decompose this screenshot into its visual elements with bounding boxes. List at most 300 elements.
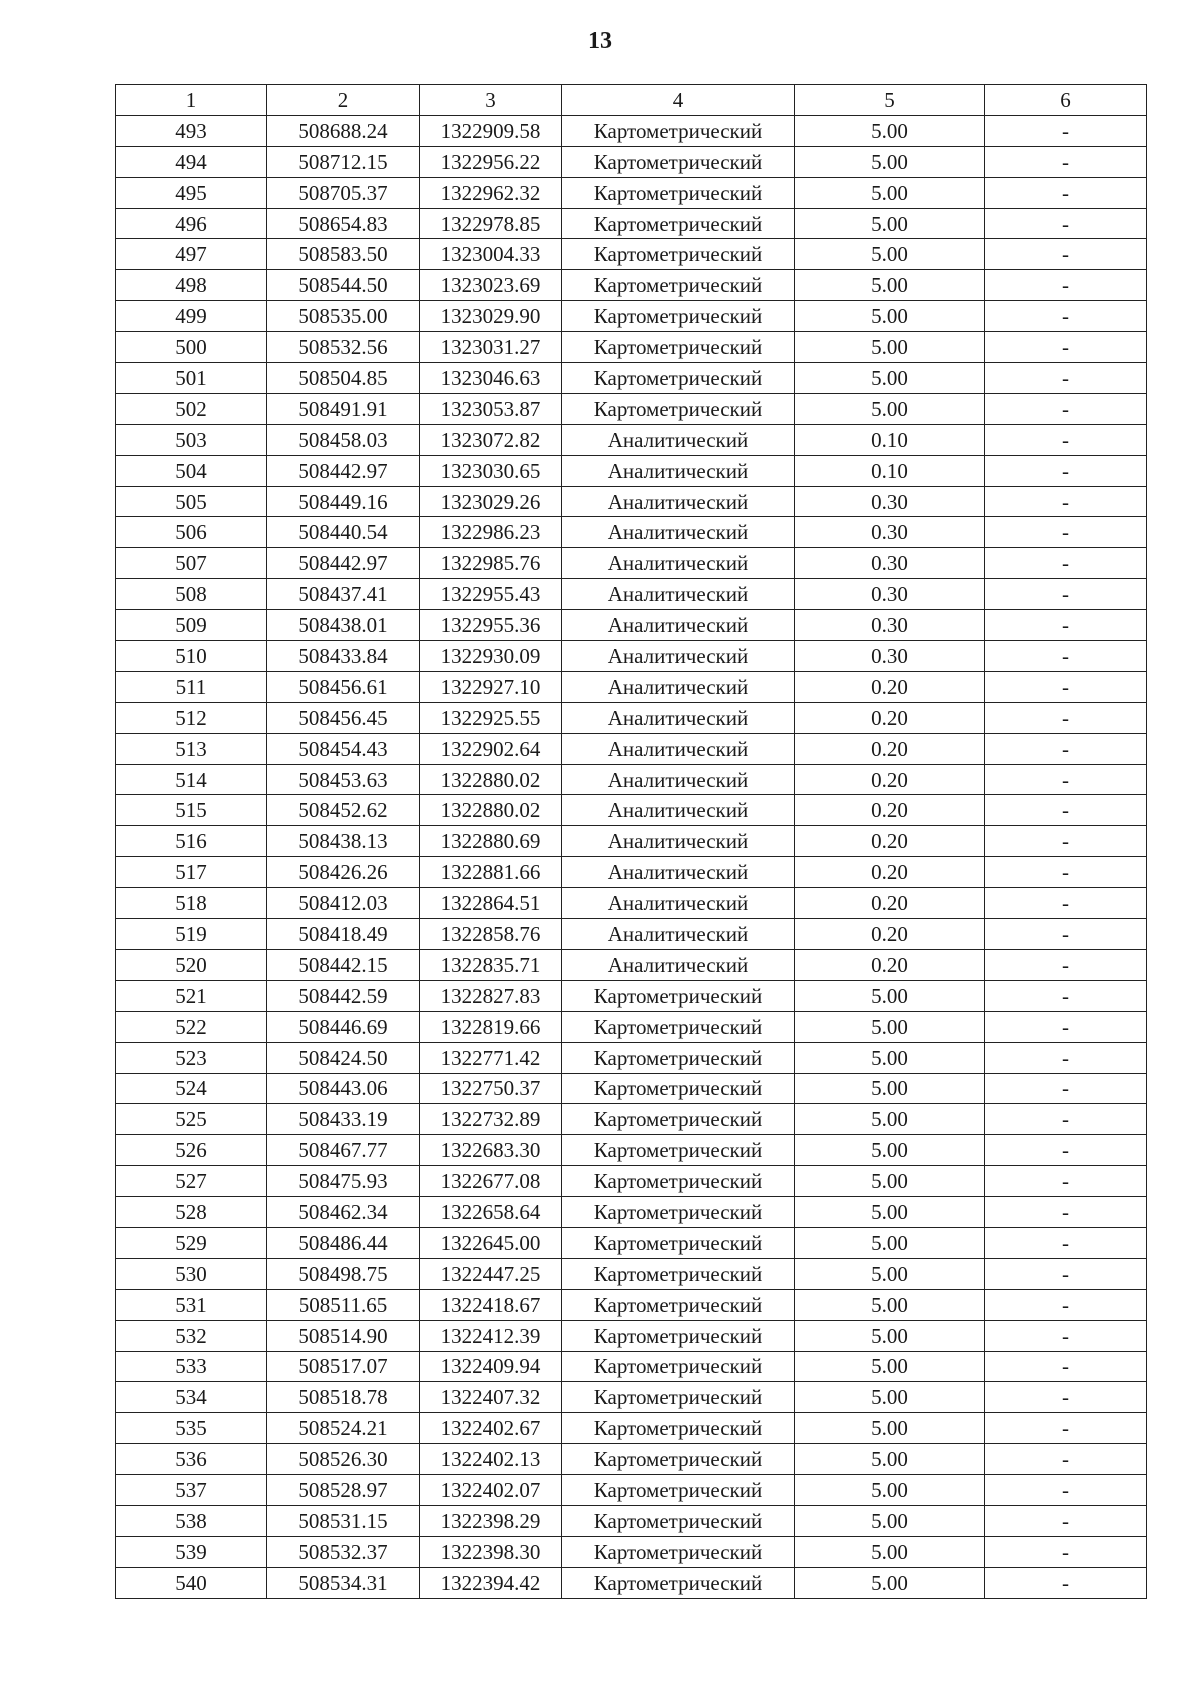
note-cell: - [985,115,1147,146]
x-coordinate-cell: 508418.49 [267,919,420,950]
point-number-cell: 532 [116,1320,267,1351]
table-row [116,702,1147,733]
note-cell: - [985,239,1147,270]
coordinates-table [115,84,1147,1599]
note-cell: - [985,579,1147,610]
x-coordinate-cell: 508475.93 [267,1166,420,1197]
point-number-cell: 512 [116,702,267,733]
point-number-cell: 500 [116,332,267,363]
note-cell: - [985,1320,1147,1351]
method-cell: Аналитический [562,610,795,641]
point-number-cell: 507 [116,548,267,579]
y-coordinate-cell: 1322398.30 [420,1536,562,1567]
y-coordinate-cell: 1322881.66 [420,857,562,888]
method-cell: Картометрический [562,1351,795,1382]
note-cell: - [985,1351,1147,1382]
x-coordinate-cell: 508467.77 [267,1135,420,1166]
table-row [116,486,1147,517]
note-cell: - [985,733,1147,764]
x-coordinate-cell: 508442.15 [267,949,420,980]
x-coordinate-cell: 508442.97 [267,548,420,579]
y-coordinate-cell: 1322732.89 [420,1104,562,1135]
x-coordinate-cell: 508524.21 [267,1413,420,1444]
point-number-cell: 534 [116,1382,267,1413]
method-cell: Аналитический [562,579,795,610]
accuracy-cell: 0.20 [795,764,985,795]
accuracy-cell: 0.30 [795,579,985,610]
accuracy-cell: 0.30 [795,486,985,517]
x-coordinate-cell: 508412.03 [267,888,420,919]
accuracy-cell: 0.10 [795,424,985,455]
column-header-4: 4 [562,85,795,116]
y-coordinate-cell: 1322402.13 [420,1444,562,1475]
point-number-cell: 503 [116,424,267,455]
point-number-cell: 498 [116,270,267,301]
table-row [116,610,1147,641]
method-cell: Картометрический [562,301,795,332]
method-cell: Картометрический [562,980,795,1011]
x-coordinate-cell: 508437.41 [267,579,420,610]
method-cell: Аналитический [562,424,795,455]
note-cell: - [985,980,1147,1011]
accuracy-cell: 5.00 [795,239,985,270]
y-coordinate-cell: 1322658.64 [420,1197,562,1228]
note-cell: - [985,455,1147,486]
point-number-cell: 510 [116,641,267,672]
x-coordinate-cell: 508712.15 [267,146,420,177]
y-coordinate-cell: 1322880.69 [420,826,562,857]
method-cell: Аналитический [562,764,795,795]
accuracy-cell: 5.00 [795,1351,985,1382]
note-cell: - [985,795,1147,826]
x-coordinate-cell: 508518.78 [267,1382,420,1413]
note-cell: - [985,1073,1147,1104]
note-cell: - [985,1444,1147,1475]
accuracy-cell: 5.00 [795,393,985,424]
y-coordinate-cell: 1322771.42 [420,1042,562,1073]
note-cell: - [985,548,1147,579]
y-coordinate-cell: 1322409.94 [420,1351,562,1382]
accuracy-cell: 5.00 [795,1258,985,1289]
point-number-cell: 519 [116,919,267,950]
accuracy-cell: 5.00 [795,1197,985,1228]
table-row [116,1567,1147,1598]
y-coordinate-cell: 1322902.64 [420,733,562,764]
table-row [116,363,1147,394]
method-cell: Картометрический [562,1567,795,1598]
table-row [116,393,1147,424]
column-header-5: 5 [795,85,985,116]
note-cell: - [985,1413,1147,1444]
note-cell: - [985,888,1147,919]
method-cell: Картометрический [562,363,795,394]
x-coordinate-cell: 508453.63 [267,764,420,795]
y-coordinate-cell: 1323029.90 [420,301,562,332]
x-coordinate-cell: 508531.15 [267,1505,420,1536]
y-coordinate-cell: 1323029.26 [420,486,562,517]
accuracy-cell: 5.00 [795,363,985,394]
table-row [116,857,1147,888]
table-row [116,239,1147,270]
y-coordinate-cell: 1322683.30 [420,1135,562,1166]
accuracy-cell: 5.00 [795,1413,985,1444]
accuracy-cell: 0.20 [795,857,985,888]
point-number-cell: 502 [116,393,267,424]
x-coordinate-cell: 508528.97 [267,1475,420,1506]
accuracy-cell: 0.20 [795,702,985,733]
note-cell: - [985,1104,1147,1135]
table-row [116,1382,1147,1413]
point-number-cell: 506 [116,517,267,548]
note-cell: - [985,1382,1147,1413]
y-coordinate-cell: 1322407.32 [420,1382,562,1413]
table-row [116,1135,1147,1166]
accuracy-cell: 0.20 [795,671,985,702]
method-cell: Картометрический [562,1444,795,1475]
x-coordinate-cell: 508458.03 [267,424,420,455]
accuracy-cell: 5.00 [795,1320,985,1351]
accuracy-cell: 0.30 [795,641,985,672]
accuracy-cell: 5.00 [795,1444,985,1475]
table-row [116,1073,1147,1104]
point-number-cell: 516 [116,826,267,857]
x-coordinate-cell: 508544.50 [267,270,420,301]
note-cell: - [985,1289,1147,1320]
point-number-cell: 518 [116,888,267,919]
table-row [116,1320,1147,1351]
method-cell: Картометрический [562,1536,795,1567]
table-row [116,146,1147,177]
accuracy-cell: 5.00 [795,1042,985,1073]
note-cell: - [985,393,1147,424]
x-coordinate-cell: 508456.45 [267,702,420,733]
y-coordinate-cell: 1323046.63 [420,363,562,394]
accuracy-cell: 0.30 [795,610,985,641]
y-coordinate-cell: 1323053.87 [420,393,562,424]
table-row [116,980,1147,1011]
table-row [116,455,1147,486]
table-row [116,1475,1147,1506]
x-coordinate-cell: 508438.01 [267,610,420,641]
table-row [116,1536,1147,1567]
method-cell: Картометрический [562,1042,795,1073]
y-coordinate-cell: 1322858.76 [420,919,562,950]
x-coordinate-cell: 508446.69 [267,1011,420,1042]
method-cell: Картометрический [562,1197,795,1228]
point-number-cell: 540 [116,1567,267,1598]
x-coordinate-cell: 508535.00 [267,301,420,332]
table-row [116,208,1147,239]
y-coordinate-cell: 1322909.58 [420,115,562,146]
x-coordinate-cell: 508456.61 [267,671,420,702]
y-coordinate-cell: 1322677.08 [420,1166,562,1197]
point-number-cell: 535 [116,1413,267,1444]
point-number-cell: 513 [116,733,267,764]
note-cell: - [985,177,1147,208]
method-cell: Аналитический [562,733,795,764]
point-number-cell: 504 [116,455,267,486]
point-number-cell: 537 [116,1475,267,1506]
y-coordinate-cell: 1323004.33 [420,239,562,270]
table-row [116,1444,1147,1475]
method-cell: Картометрический [562,1382,795,1413]
accuracy-cell: 5.00 [795,1135,985,1166]
table-row [116,1289,1147,1320]
y-coordinate-cell: 1322402.07 [420,1475,562,1506]
method-cell: Картометрический [562,393,795,424]
x-coordinate-cell: 508532.37 [267,1536,420,1567]
x-coordinate-cell: 508526.30 [267,1444,420,1475]
method-cell: Аналитический [562,702,795,733]
accuracy-cell: 0.20 [795,826,985,857]
x-coordinate-cell: 508426.26 [267,857,420,888]
accuracy-cell: 5.00 [795,208,985,239]
accuracy-cell: 0.30 [795,517,985,548]
y-coordinate-cell: 1322880.02 [420,764,562,795]
y-coordinate-cell: 1322827.83 [420,980,562,1011]
y-coordinate-cell: 1322447.25 [420,1258,562,1289]
y-coordinate-cell: 1322880.02 [420,795,562,826]
point-number-cell: 538 [116,1505,267,1536]
y-coordinate-cell: 1322978.85 [420,208,562,239]
note-cell: - [985,1227,1147,1258]
table-body [116,115,1147,1598]
note-cell: - [985,1536,1147,1567]
table-row [116,826,1147,857]
method-cell: Картометрический [562,177,795,208]
table-row [116,517,1147,548]
method-cell: Картометрический [562,1104,795,1135]
table-row [116,795,1147,826]
accuracy-cell: 5.00 [795,332,985,363]
y-coordinate-cell: 1323023.69 [420,270,562,301]
point-number-cell: 520 [116,949,267,980]
x-coordinate-cell: 508424.50 [267,1042,420,1073]
y-coordinate-cell: 1323072.82 [420,424,562,455]
point-number-cell: 495 [116,177,267,208]
method-cell: Аналитический [562,548,795,579]
accuracy-cell: 5.00 [795,1382,985,1413]
method-cell: Картометрический [562,115,795,146]
method-cell: Аналитический [562,517,795,548]
table-row [116,1258,1147,1289]
point-number-cell: 517 [116,857,267,888]
note-cell: - [985,610,1147,641]
point-number-cell: 530 [116,1258,267,1289]
accuracy-cell: 5.00 [795,270,985,301]
x-coordinate-cell: 508583.50 [267,239,420,270]
table-row [116,424,1147,455]
accuracy-cell: 5.00 [795,1289,985,1320]
y-coordinate-cell: 1322645.00 [420,1227,562,1258]
point-number-cell: 521 [116,980,267,1011]
note-cell: - [985,949,1147,980]
accuracy-cell: 0.20 [795,733,985,764]
x-coordinate-cell: 508462.34 [267,1197,420,1228]
table-row [116,1197,1147,1228]
method-cell: Аналитический [562,857,795,888]
point-number-cell: 523 [116,1042,267,1073]
x-coordinate-cell: 508491.91 [267,393,420,424]
note-cell: - [985,764,1147,795]
note-cell: - [985,424,1147,455]
point-number-cell: 524 [116,1073,267,1104]
note-cell: - [985,1505,1147,1536]
note-cell: - [985,332,1147,363]
x-coordinate-cell: 508511.65 [267,1289,420,1320]
accuracy-cell: 5.00 [795,980,985,1011]
table-row [116,332,1147,363]
table-row [116,764,1147,795]
accuracy-cell: 0.30 [795,548,985,579]
x-coordinate-cell: 508438.13 [267,826,420,857]
point-number-cell: 501 [116,363,267,394]
method-cell: Картометрический [562,1505,795,1536]
point-number-cell: 509 [116,610,267,641]
x-coordinate-cell: 508498.75 [267,1258,420,1289]
point-number-cell: 528 [116,1197,267,1228]
point-number-cell: 494 [116,146,267,177]
table-row [116,1104,1147,1135]
method-cell: Картометрический [562,1289,795,1320]
note-cell: - [985,1258,1147,1289]
x-coordinate-cell: 508443.06 [267,1073,420,1104]
header-row [116,85,1147,116]
y-coordinate-cell: 1322930.09 [420,641,562,672]
note-cell: - [985,301,1147,332]
x-coordinate-cell: 508534.31 [267,1567,420,1598]
y-coordinate-cell: 1323030.65 [420,455,562,486]
accuracy-cell: 5.00 [795,1475,985,1506]
note-cell: - [985,146,1147,177]
table-row [116,1042,1147,1073]
table-row [116,548,1147,579]
accuracy-cell: 5.00 [795,177,985,208]
column-header-3: 3 [420,85,562,116]
method-cell: Картометрический [562,332,795,363]
y-coordinate-cell: 1322956.22 [420,146,562,177]
y-coordinate-cell: 1322955.36 [420,610,562,641]
note-cell: - [985,826,1147,857]
table-row [116,919,1147,950]
note-cell: - [985,270,1147,301]
accuracy-cell: 5.00 [795,115,985,146]
accuracy-cell: 0.20 [795,888,985,919]
y-coordinate-cell: 1322864.51 [420,888,562,919]
page-number: 13 [588,28,612,54]
method-cell: Картометрический [562,1011,795,1042]
table-row [116,1227,1147,1258]
note-cell: - [985,919,1147,950]
column-header-1: 1 [116,85,267,116]
point-number-cell: 515 [116,795,267,826]
y-coordinate-cell: 1322394.42 [420,1567,562,1598]
x-coordinate-cell: 508514.90 [267,1320,420,1351]
point-number-cell: 514 [116,764,267,795]
x-coordinate-cell: 508532.56 [267,332,420,363]
method-cell: Аналитический [562,949,795,980]
accuracy-cell: 0.20 [795,919,985,950]
accuracy-cell: 0.10 [795,455,985,486]
note-cell: - [985,1197,1147,1228]
point-number-cell: 536 [116,1444,267,1475]
table-row [116,270,1147,301]
y-coordinate-cell: 1322835.71 [420,949,562,980]
method-cell: Картометрический [562,1166,795,1197]
method-cell: Аналитический [562,641,795,672]
accuracy-cell: 5.00 [795,1227,985,1258]
x-coordinate-cell: 508654.83 [267,208,420,239]
accuracy-cell: 5.00 [795,1104,985,1135]
method-cell: Картометрический [562,1135,795,1166]
accuracy-cell: 5.00 [795,301,985,332]
point-number-cell: 527 [116,1166,267,1197]
note-cell: - [985,1011,1147,1042]
column-header-6: 6 [985,85,1147,116]
y-coordinate-cell: 1322819.66 [420,1011,562,1042]
x-coordinate-cell: 508449.16 [267,486,420,517]
method-cell: Картометрический [562,270,795,301]
y-coordinate-cell: 1322412.39 [420,1320,562,1351]
y-coordinate-cell: 1322925.55 [420,702,562,733]
method-cell: Аналитический [562,826,795,857]
note-cell: - [985,1166,1147,1197]
y-coordinate-cell: 1322985.76 [420,548,562,579]
x-coordinate-cell: 508517.07 [267,1351,420,1382]
point-number-cell: 496 [116,208,267,239]
y-coordinate-cell: 1322927.10 [420,671,562,702]
x-coordinate-cell: 508452.62 [267,795,420,826]
y-coordinate-cell: 1322418.67 [420,1289,562,1320]
method-cell: Картометрический [562,1320,795,1351]
note-cell: - [985,702,1147,733]
accuracy-cell: 5.00 [795,1166,985,1197]
table-row [116,733,1147,764]
accuracy-cell: 0.20 [795,949,985,980]
method-cell: Аналитический [562,455,795,486]
method-cell: Картометрический [562,239,795,270]
point-number-cell: 531 [116,1289,267,1320]
y-coordinate-cell: 1322398.29 [420,1505,562,1536]
table-row [116,1166,1147,1197]
method-cell: Аналитический [562,486,795,517]
point-number-cell: 493 [116,115,267,146]
point-number-cell: 526 [116,1135,267,1166]
y-coordinate-cell: 1323031.27 [420,332,562,363]
table-row [116,1413,1147,1444]
method-cell: Аналитический [562,671,795,702]
x-coordinate-cell: 508504.85 [267,363,420,394]
x-coordinate-cell: 508486.44 [267,1227,420,1258]
table-row [116,115,1147,146]
method-cell: Аналитический [562,919,795,950]
method-cell: Картометрический [562,1475,795,1506]
x-coordinate-cell: 508442.97 [267,455,420,486]
x-coordinate-cell: 508454.43 [267,733,420,764]
note-cell: - [985,1135,1147,1166]
accuracy-cell: 5.00 [795,1567,985,1598]
point-number-cell: 497 [116,239,267,270]
table-row [116,1011,1147,1042]
point-number-cell: 508 [116,579,267,610]
point-number-cell: 522 [116,1011,267,1042]
y-coordinate-cell: 1322750.37 [420,1073,562,1104]
method-cell: Аналитический [562,795,795,826]
point-number-cell: 539 [116,1536,267,1567]
table-row [116,1351,1147,1382]
point-number-cell: 529 [116,1227,267,1258]
note-cell: - [985,363,1147,394]
